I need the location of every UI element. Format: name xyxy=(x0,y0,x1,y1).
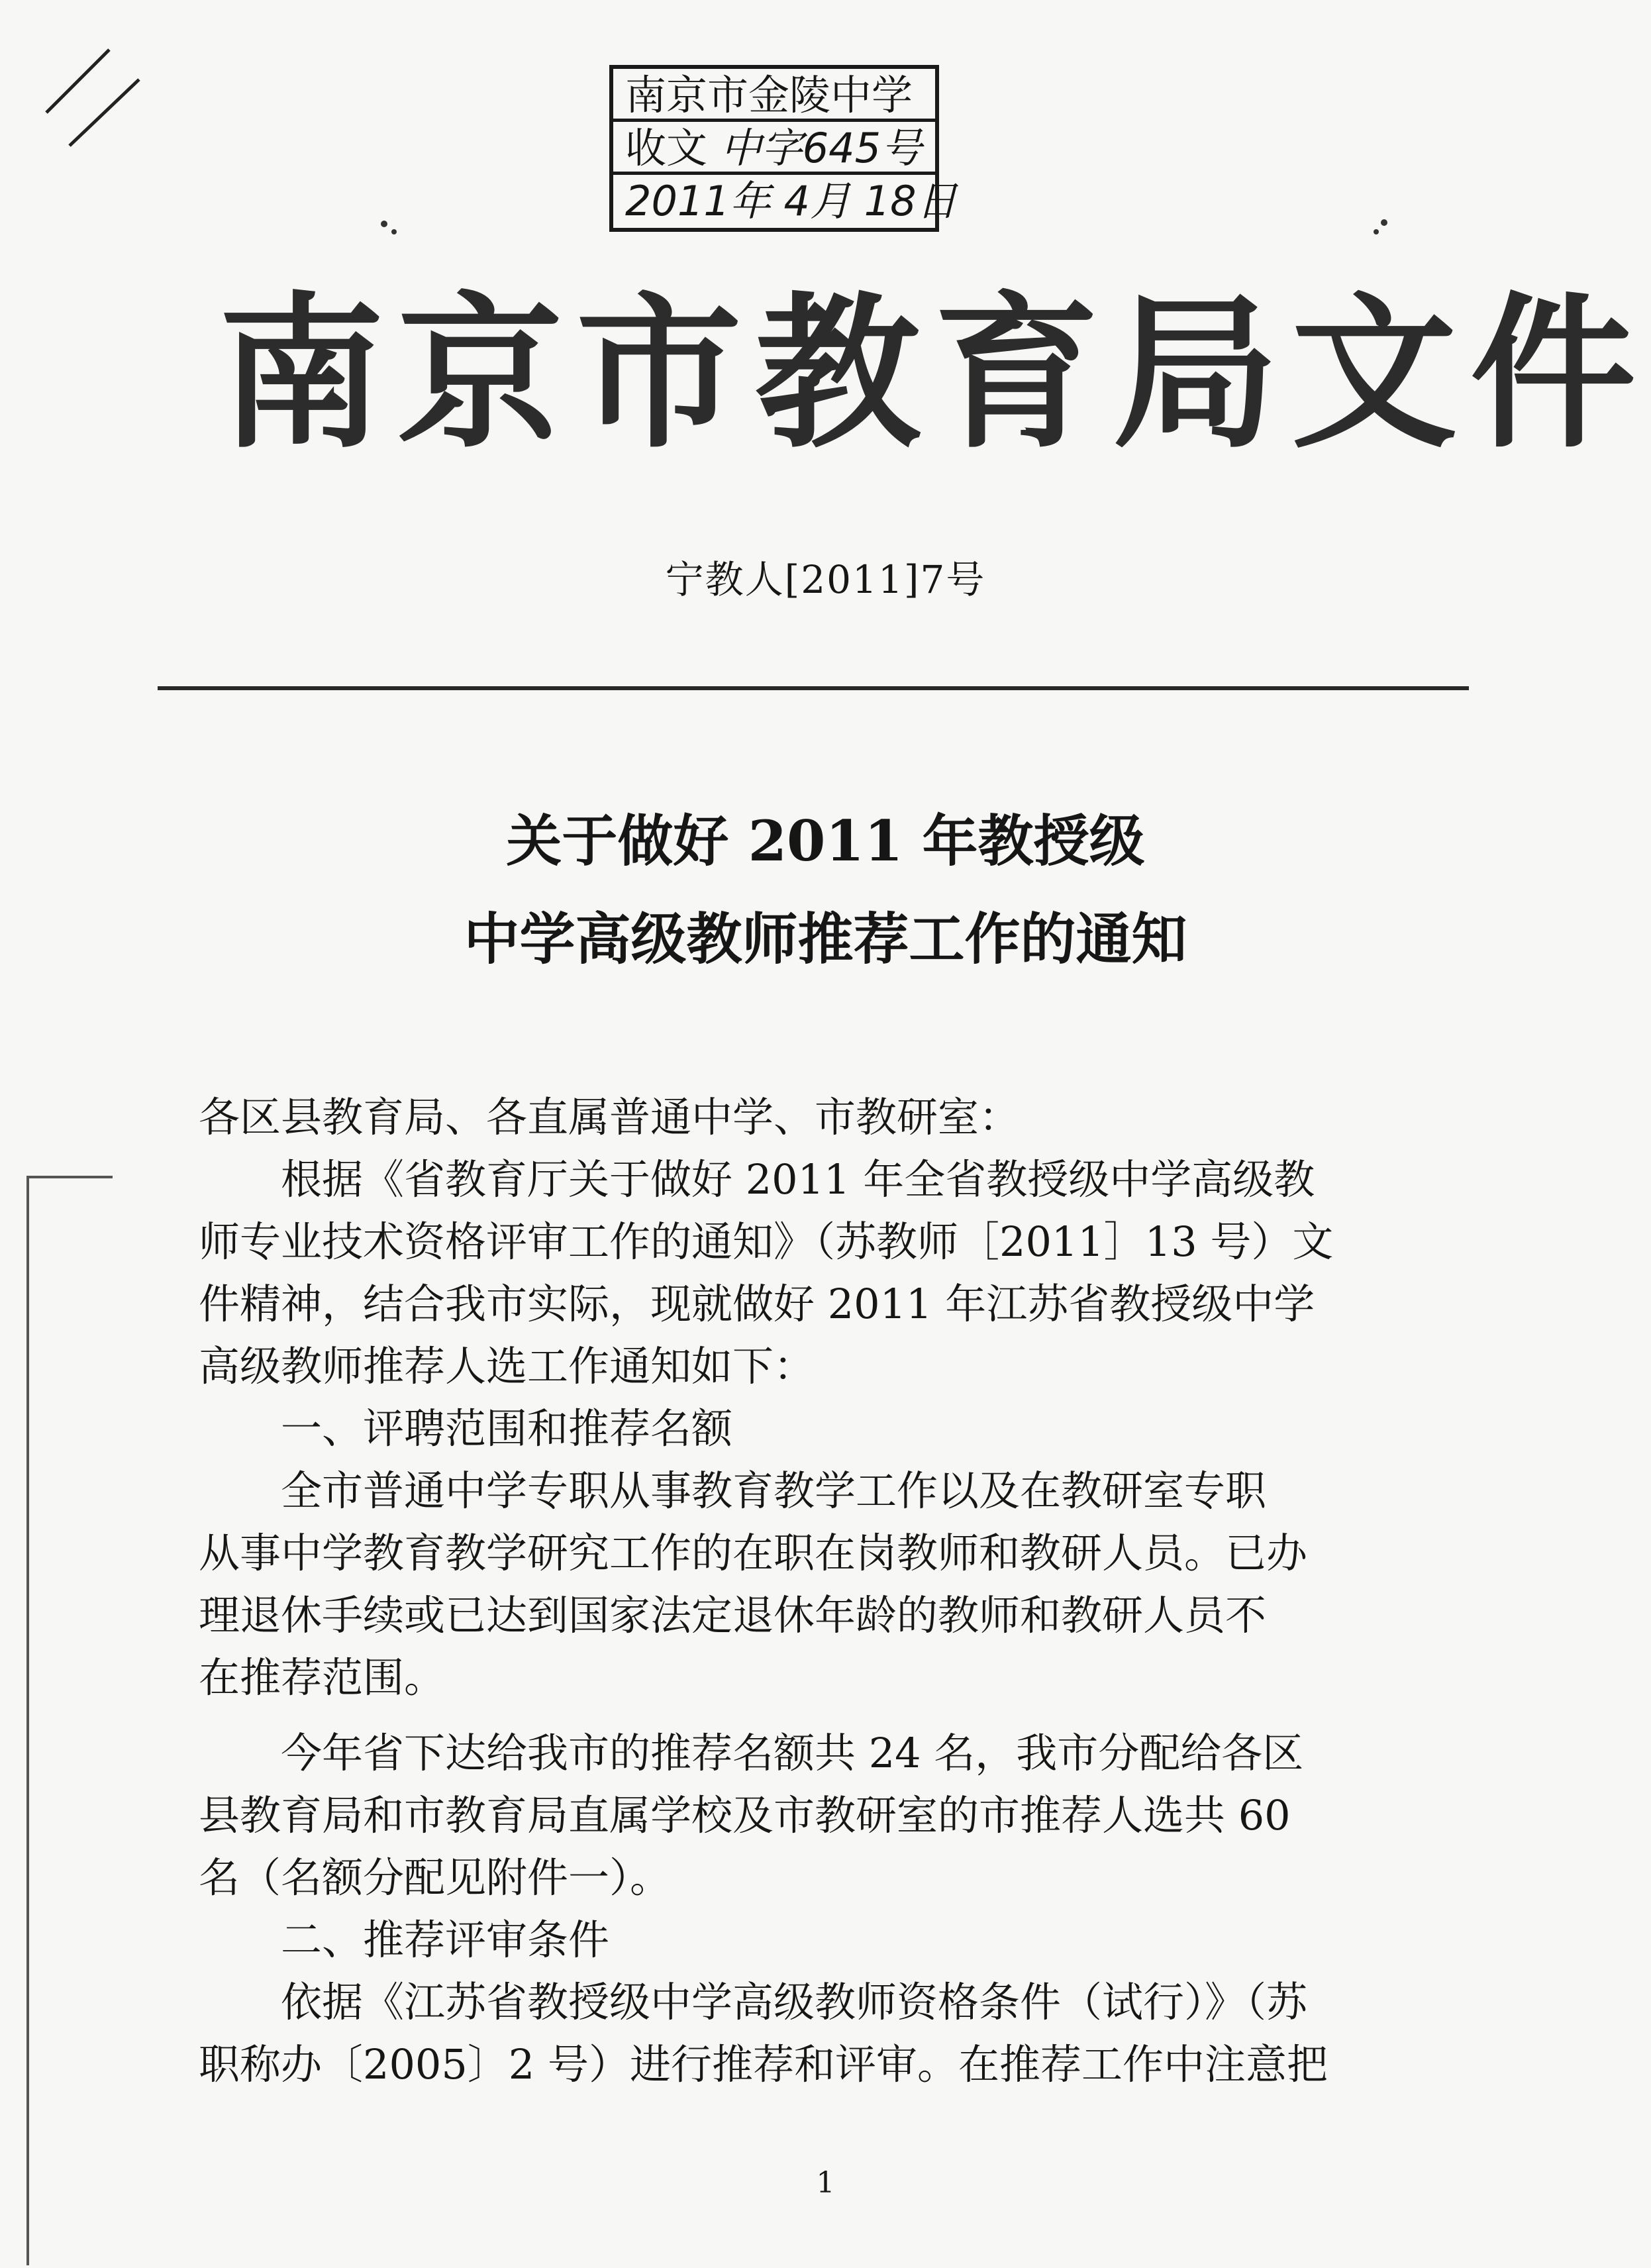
stamp-receipt-number xyxy=(613,122,935,175)
body-line: 高级教师推荐人选工作通知如下： xyxy=(199,1342,815,1390)
handwritten-slash-marks xyxy=(40,40,152,152)
body-line: 师专业技术资格评审工作的通知》（苏教师［2011］13 号）文 xyxy=(199,1217,1334,1266)
notice-title-line-1: 关于做好 2011 年教授级 xyxy=(506,808,1145,874)
scan-specks xyxy=(139,212,1464,238)
body-line: 名（名额分配见附件一）。 xyxy=(199,1853,672,1902)
body-line: 职称办〔2005〕2 号）进行推荐和评审。在推荐工作中注意把 xyxy=(199,2040,1328,2088)
section-heading-1: 一、评聘范围和推荐名额 xyxy=(281,1404,733,1453)
stamp-receipt-value: 中字645号 xyxy=(720,124,923,172)
stamp-date: 2011年 4月 18日 xyxy=(625,177,958,225)
page-number: 1 xyxy=(816,2166,835,2200)
addressee: 各区县教育局、各直属普通中学、市教研室： xyxy=(199,1093,1021,1141)
body-line: 在推荐范围。 xyxy=(199,1653,446,1702)
section-heading-2: 二、推荐评审条件 xyxy=(281,1916,610,1964)
stamp-receipt-label: 收文 xyxy=(625,124,708,172)
header-divider-line xyxy=(158,686,1469,690)
body-line: 从事中学教育教学研究工作的在职在岗教师和教研人员。已办 xyxy=(199,1529,1308,1577)
body-line: 今年省下达给我市的推荐名额共 24 名，我市分配给各区 xyxy=(281,1729,1304,1777)
body-line: 全市普通中学专职从事教育教学工作以及在教研室专职 xyxy=(281,1467,1267,1515)
margin-edge-line xyxy=(26,1176,29,2265)
issuer-title: 南京市教育局文件 xyxy=(219,278,1649,470)
margin-edge-top xyxy=(26,1176,113,1178)
notice-title-line-2: 中学高级教师推荐工作的通知 xyxy=(464,906,1187,972)
stamp-school-name: 南京市金陵中学 xyxy=(613,69,935,122)
body-line: 县教育局和市教育局直属学校及市教研室的市推荐人选共 60 xyxy=(199,1791,1291,1839)
document-number: 宁教人[2011]7号 xyxy=(665,557,986,602)
receipt-stamp xyxy=(609,65,958,232)
body-line: 件精神，结合我市实际，现就做好 2011 年江苏省教授级中学 xyxy=(199,1280,1315,1328)
body-line: 根据《省教育厅关于做好 2011 年全省教授级中学高级教 xyxy=(281,1155,1315,1204)
body-line: 理退休手续或已达到国家法定退休年龄的教师和教研人员不 xyxy=(199,1591,1267,1639)
body-line: 依据《江苏省教授级中学高级教师资格条件（试行）》（苏 xyxy=(281,1978,1308,2026)
